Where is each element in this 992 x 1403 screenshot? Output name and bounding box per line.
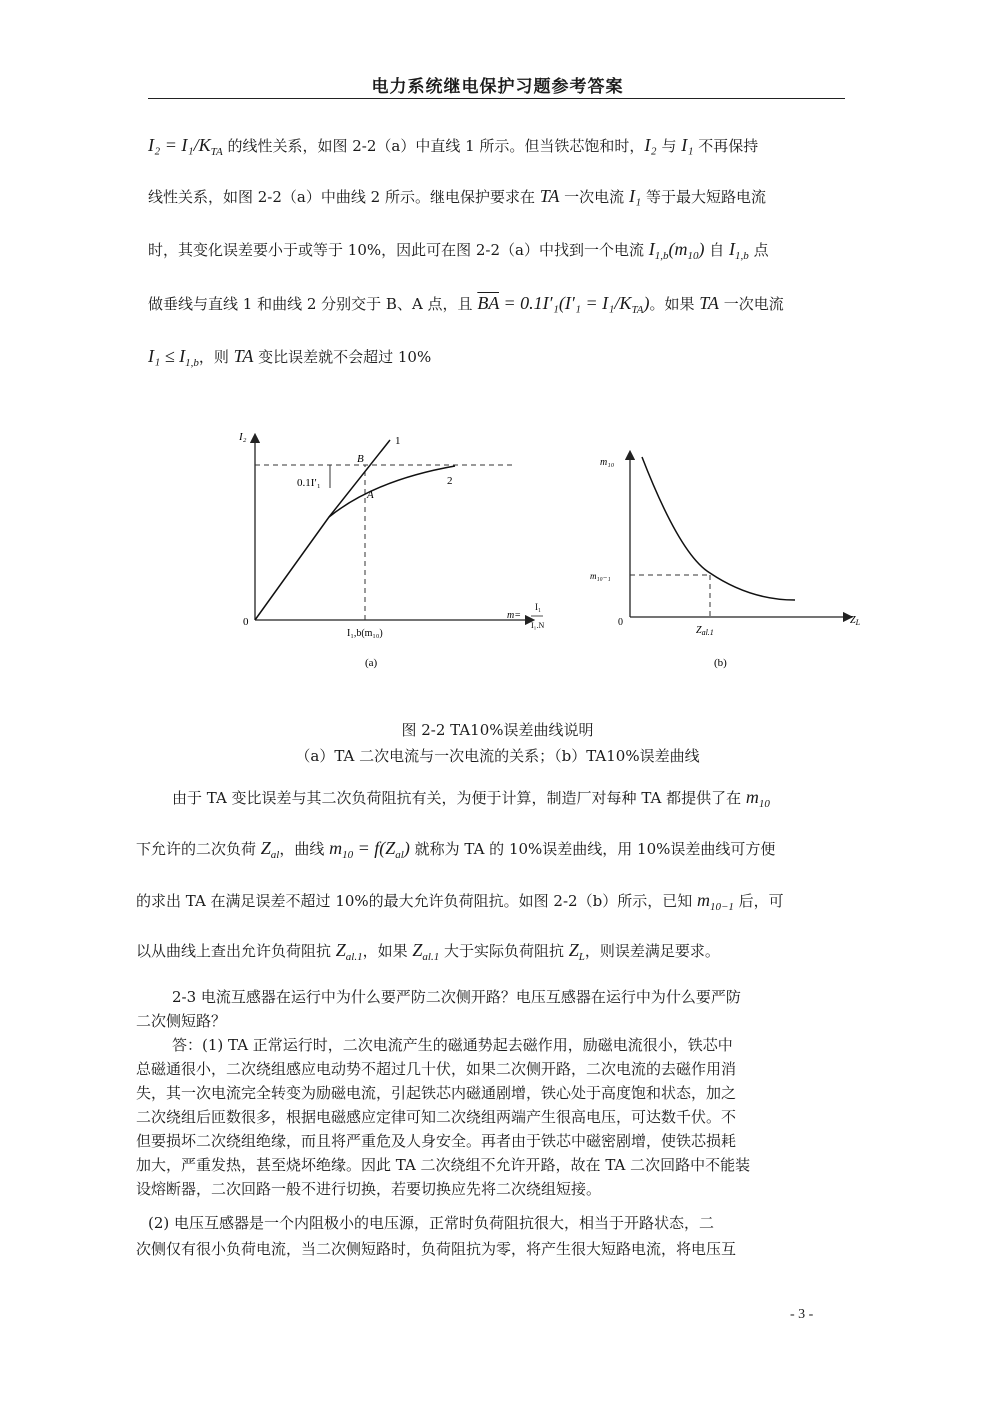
fig-a-point-a: A: [367, 489, 374, 501]
fig-a-label-1: 1: [395, 435, 401, 447]
fig-b-y-tick: m₁₀₋₁: [590, 571, 611, 581]
header-rule: [148, 98, 845, 99]
answer-line: 次侧仅有很小负荷电流，当二次侧短路时，负荷阻抗为零，将产生很大短路电流，将电压互: [136, 1240, 737, 1258]
answer-line: 答：(1) TA 正常运行时，二次电流产生的磁通势起去磁作用，励磁电流很小，铁芯中: [172, 1036, 733, 1054]
text: 由于 TA 变比误差与其二次负荷阻抗有关，为便于计算，制造厂对每种 TA 都提供了在: [172, 789, 746, 807]
math-z: Z: [568, 940, 579, 960]
fig-a-x-label-den: I₁.N: [531, 621, 545, 630]
text: 自: [704, 241, 730, 259]
fig-a-x-tick: I₁,b(m₁₀): [347, 628, 383, 639]
math-sub: 1,b: [735, 250, 749, 262]
text: ，如果: [362, 942, 413, 960]
para1-line2: [148, 185, 845, 208]
math-paren: ): [403, 838, 410, 858]
text: ，则误差满足要求。: [584, 942, 720, 960]
math-sub: 10: [342, 849, 354, 861]
para1-line3: [148, 238, 845, 267]
math-m: m: [696, 890, 710, 910]
fig-a-x-label-num: I₁: [535, 602, 542, 612]
math-i: I: [648, 239, 655, 259]
text: 线性关系，如图 2-2（a）中曲线 2 所示。继电保护要求在: [148, 188, 540, 206]
math-z: Z: [260, 838, 271, 858]
page-header-title: 电力系统继电保护习题参考答案: [371, 77, 624, 97]
text: 后，可: [733, 892, 784, 910]
text: 大于实际负荷阻抗: [439, 942, 569, 960]
text: 。如果: [649, 295, 700, 313]
fig-a-y-label: I₂: [239, 431, 247, 443]
text: 不再保持: [693, 137, 759, 155]
math-sub: al: [395, 849, 404, 861]
text: 点: [748, 241, 769, 259]
math-ba: $\overline{BA}$: [477, 293, 499, 313]
math-sub: al.1: [422, 951, 440, 963]
answer-line: 但要损坏二次绕组绝缘，而且将严重危及人身安全。再者由于铁芯中磁密剧增，使铁芯损耗: [136, 1132, 737, 1150]
text: 与: [656, 137, 682, 155]
para2-line3: [136, 890, 848, 913]
math-ineq: I₁ ≤ I: [148, 346, 186, 366]
math-m: m: [745, 787, 759, 807]
math-sub: L: [578, 951, 585, 963]
math-i1: I₁: [681, 135, 694, 155]
math-i1: I₁: [628, 186, 642, 206]
figure-a: [225, 420, 545, 680]
math-z: Z: [335, 940, 346, 960]
para2-line4: [136, 940, 848, 963]
fig-a-label-2: 2: [447, 475, 453, 487]
figure-b: [590, 445, 870, 680]
math-sub: 10: [687, 250, 699, 262]
math-ta: TA: [699, 293, 719, 313]
figure-caption-title: 图 2-2 TA10%误差曲线说明: [401, 721, 594, 739]
answer-line: 设熔断器，二次回路一般不进行切换，若要切换应先将二次绕组短接。: [136, 1180, 602, 1198]
text: 下允许的二次负荷: [136, 840, 261, 858]
fig-a-point-b: B: [357, 453, 364, 465]
text: 一次电流: [718, 295, 784, 313]
fig-a-curve-2: [329, 466, 455, 517]
fig-b-error-curve: [642, 457, 795, 600]
math-z: Z: [412, 940, 423, 960]
fig-a-panel-label: (a): [365, 657, 378, 669]
text: 时，其变化误差要小于或等于 10%，因此可在图 2-2（a）中找到一个电流: [148, 241, 649, 259]
question-line1: 2-3 电流互感器在运行中为什么要严防二次侧开路？电压互感器在运行中为什么要严防: [172, 988, 741, 1006]
answer-line: 失，其一次电流完全转变为励磁电流，引起铁芯内磁通剧增，铁心处于高度饱和状态，加之: [136, 1084, 737, 1102]
math-m: m: [329, 838, 343, 858]
math-sub: 1,b: [654, 250, 669, 262]
fig-b-y-label: m₁₀: [600, 457, 615, 468]
fig-b-x-label-sub: L: [855, 618, 861, 627]
fig-a-delta-label: 0.1I′₁: [297, 477, 321, 489]
math-m: (m: [668, 239, 688, 259]
answer-line: 总磁通很小，二次绕组感应电动势不超过几十伏，如果二次侧开路，二次电流的去磁作用消: [136, 1060, 737, 1078]
page-number: - 3 -: [790, 1307, 814, 1322]
fig-b-panel-label: (b): [714, 657, 727, 669]
math-sub: TA: [210, 146, 223, 158]
fig-b-x-tick-main: Z: [696, 625, 702, 636]
fig-b-x-tick: [696, 625, 714, 637]
math-paren: ): [698, 239, 705, 259]
figure-caption-subtitle: （a）TA 二次电流与一次电流的关系；（b）TA10%误差曲线: [295, 747, 700, 765]
para1-line5: [148, 345, 845, 374]
text: 一次电流: [559, 188, 629, 206]
math-i2-eq: I₂ = I₁/K: [148, 135, 211, 155]
fig-b-origin: 0: [618, 617, 623, 628]
math-sub: 10−1: [709, 901, 734, 913]
question-line2: 二次侧短路？: [136, 1012, 227, 1030]
para1-line1: [148, 134, 845, 163]
text: ，曲线: [279, 840, 330, 858]
para2-line1: [172, 787, 884, 810]
text: 等于最大短路电流: [641, 188, 766, 206]
text: 变比误差就不会超过 10%: [253, 348, 432, 366]
fig-a-x-label-m: m=: [507, 610, 521, 621]
para1-line4: [148, 292, 845, 321]
fig-a-origin: 0: [243, 616, 249, 628]
text: 就称为 TA 的 10%误差曲线，用 10%误差曲线可方便: [409, 840, 776, 858]
text: 的求出 TA 在满足误差不超过 10%的最大允许负荷阻抗。如图 2-2（b）所示，已知: [136, 892, 697, 910]
text: 做垂线与直线 1 和曲线 2 分别交于 B、A 点，且: [148, 295, 478, 313]
answer-line: 二次绕组后匝数很多，根据电磁感应定律可知二次绕组两端产生很高电压，可达数千伏。不: [136, 1108, 737, 1126]
math-eq: = 0.1I′₁(I′₁ = I₁/K: [499, 293, 632, 313]
math-sub: al.1: [345, 951, 363, 963]
fig-b-x-label: [850, 615, 861, 627]
math-ta: TA: [233, 346, 254, 366]
math-sub: TA: [631, 304, 644, 316]
math-f: = f(Z: [353, 838, 396, 858]
math-i2: I₂: [644, 135, 657, 155]
math-i: I: [729, 239, 736, 259]
math-paren: ): [643, 293, 650, 313]
text: ，则: [198, 348, 234, 366]
math-sub: 10: [758, 798, 770, 810]
text: 以从曲线上查出允许负荷阻抗: [136, 942, 336, 960]
math-sub: 1,b: [185, 357, 199, 369]
fig-b-x-label-main: Z: [850, 615, 856, 626]
math-ta: TA: [539, 186, 560, 206]
math-sub: al: [270, 849, 280, 861]
answer-line: (2) 电压互感器是一个内阻极小的电压源，正常时负荷阻抗很大，相当于开路状态，二: [148, 1214, 715, 1232]
fig-a-line-1: [255, 440, 390, 620]
fig-b-x-tick-sub: al.1: [701, 628, 714, 637]
para2-line2: [136, 838, 848, 861]
answer-line: 加大，严重发热，甚至烧坏绝缘。因此 TA 二次绕组不允许开路，故在 TA 二次回路中不能装: [136, 1156, 751, 1174]
text: 的线性关系，如图 2-2（a）中直线 1 所示。但当铁芯饱和时，: [222, 137, 645, 155]
